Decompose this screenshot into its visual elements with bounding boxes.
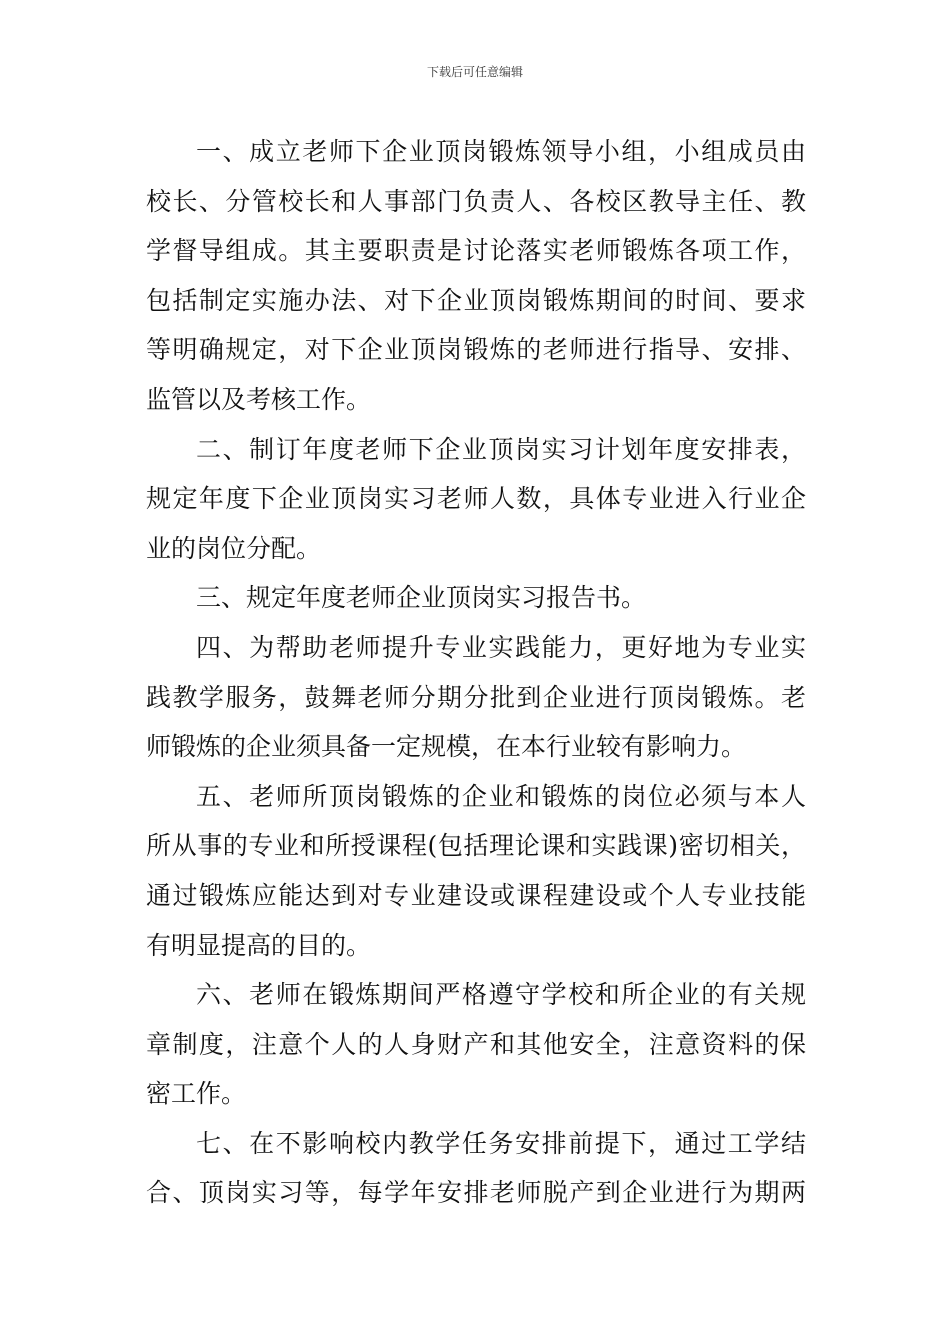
- paragraph-1: [146, 127, 806, 425]
- paragraph-7: [146, 1119, 806, 1218]
- paragraph-line: 合、顶岗实习等，每学年安排老师脱产到企业进行为期两: [146, 1178, 806, 1208]
- paragraph-line: 密工作。: [146, 1079, 247, 1109]
- paragraph-line: 通过锻炼应能达到对专业建设或课程建设或个人专业技能: [146, 880, 806, 910]
- paragraph-line: 有明显提高的目的。: [146, 930, 372, 960]
- paragraph-line: 践教学服务，鼓舞老师分期分批到企业进行顶岗锻炼。老: [146, 682, 806, 712]
- page-header-note: 下载后可任意编辑: [426, 65, 523, 79]
- paragraph-line: 等明确规定，对下企业顶岗锻炼的老师进行指导、安排、: [146, 335, 806, 365]
- paragraph-5: [146, 772, 806, 970]
- paragraph-line: 一、成立老师下企业顶岗锻炼领导小组，小组成员由: [196, 137, 806, 166]
- paragraph-line: 监管以及考核工作。: [146, 384, 372, 414]
- paragraph-line: 学督导组成。其主要职责是讨论落实老师锻炼各项工作，: [146, 236, 806, 266]
- paragraph-2: [146, 425, 806, 574]
- paragraph-line: 二、制订年度老师下企业顶岗实习计划年度安排表，: [196, 434, 806, 464]
- paragraph-line: 师锻炼的企业须具备一定规模，在本行业较有影响力。: [146, 732, 747, 762]
- paragraph-line: 规定年度下企业顶岗实习老师人数，具体专业进入行业企: [146, 484, 806, 514]
- paragraph-line: 五、老师所顶岗锻炼的企业和锻炼的岗位必须与本人: [196, 781, 806, 811]
- paragraph-line: 六、老师在锻炼期间严格遵守学校和所企业的有关规: [196, 980, 806, 1010]
- paragraph-line: 章制度，注意个人的人身财产和其他安全，注意资料的保: [146, 1029, 806, 1059]
- paragraph-6: [146, 970, 806, 1119]
- paragraph-4: [146, 623, 806, 772]
- paragraph-line: 四、为帮助老师提升专业实践能力，更好地为专业实: [196, 632, 806, 662]
- paragraph-line: 包括制定实施办法、对下企业顶岗锻炼期间的时间、要求: [146, 285, 806, 315]
- paragraph-line: 所从事的专业和所授课程(包括理论课和实践课)密切相关，: [146, 831, 806, 861]
- paragraph-line: 业的岗位分配。: [146, 533, 322, 563]
- paragraph-line: 七、在不影响校内教学任务安排前提下，通过工学结: [196, 1128, 806, 1158]
- paragraph-line: 校长、分管校长和人事部门负责人、各校区教导主任、教: [146, 186, 806, 216]
- paragraph-line: 三、规定年度老师企业顶岗实习报告书。: [196, 583, 647, 613]
- paragraph-3: [146, 573, 806, 623]
- document-body: [146, 127, 806, 1218]
